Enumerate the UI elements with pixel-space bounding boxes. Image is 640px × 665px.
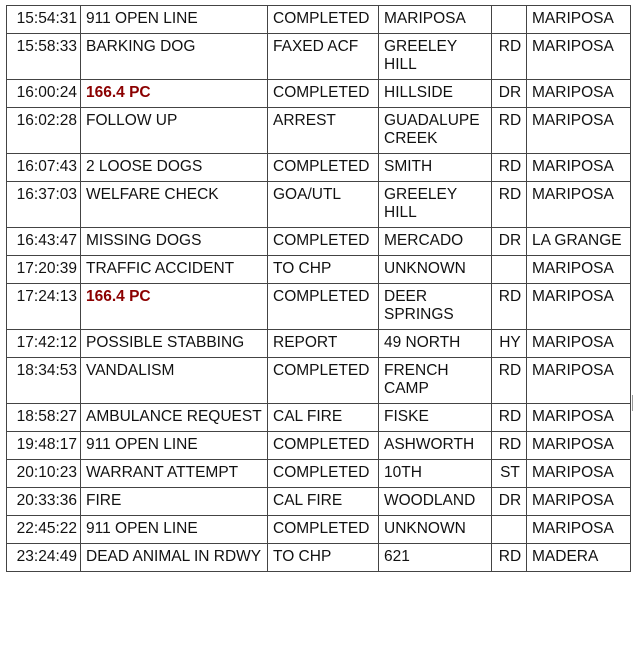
street-cell: HILLSIDE [379, 80, 492, 108]
table-row [7, 544, 631, 572]
street-suffix-cell: DR [492, 488, 527, 516]
table-row [7, 256, 631, 284]
disposition-cell: TO CHP [268, 256, 379, 284]
disposition-cell: GOA/UTL [268, 182, 379, 228]
street-cell: UNKNOWN [379, 256, 492, 284]
time-cell: 17:24:13 [7, 284, 81, 330]
call-type-cell: 911 OPEN LINE [81, 516, 268, 544]
street-suffix-cell [492, 516, 527, 544]
street-suffix-cell: ST [492, 460, 527, 488]
city-cell: MARIPOSA [527, 6, 631, 34]
street-cell: GUADALUPE CREEK [379, 108, 492, 154]
disposition-cell: COMPLETED [268, 284, 379, 330]
call-log-page [6, 5, 630, 572]
call-type-cell: AMBULANCE REQUEST [81, 404, 268, 432]
city-cell: MARIPOSA [527, 330, 631, 358]
street-suffix-cell: RD [492, 182, 527, 228]
time-cell: 16:00:24 [7, 80, 81, 108]
call-type-cell: VANDALISM [81, 358, 268, 404]
city-cell: LA GRANGE [527, 228, 631, 256]
street-cell: FISKE [379, 404, 492, 432]
city-cell: MARIPOSA [527, 108, 631, 154]
street-cell: UNKNOWN [379, 516, 492, 544]
call-log-body [7, 6, 631, 572]
table-row [7, 404, 631, 432]
city-cell: MARIPOSA [527, 516, 631, 544]
table-row [7, 228, 631, 256]
time-cell: 23:24:49 [7, 544, 81, 572]
table-row [7, 358, 631, 404]
disposition-cell: COMPLETED [268, 358, 379, 404]
street-suffix-cell: RD [492, 544, 527, 572]
time-cell: 15:54:31 [7, 6, 81, 34]
street-suffix-cell: DR [492, 80, 527, 108]
call-type-cell: MISSING DOGS [81, 228, 268, 256]
city-cell: MARIPOSA [527, 460, 631, 488]
call-type-cell: FIRE [81, 488, 268, 516]
table-row [7, 460, 631, 488]
street-cell: SMITH [379, 154, 492, 182]
table-row [7, 488, 631, 516]
street-cell: GREELEY HILL [379, 34, 492, 80]
disposition-cell: COMPLETED [268, 154, 379, 182]
disposition-cell: ARREST [268, 108, 379, 154]
city-cell: MARIPOSA [527, 256, 631, 284]
call-log-table [6, 5, 631, 572]
time-cell: 22:45:22 [7, 516, 81, 544]
city-cell: MADERA [527, 544, 631, 572]
call-type-cell: POSSIBLE STABBING [81, 330, 268, 358]
time-cell: 16:02:28 [7, 108, 81, 154]
call-type-cell: 911 OPEN LINE [81, 6, 268, 34]
street-cell: FRENCH CAMP [379, 358, 492, 404]
street-suffix-cell: HY [492, 330, 527, 358]
time-cell: 17:42:12 [7, 330, 81, 358]
disposition-cell: CAL FIRE [268, 488, 379, 516]
disposition-cell: COMPLETED [268, 516, 379, 544]
street-cell: MARIPOSA [379, 6, 492, 34]
street-cell: ASHWORTH [379, 432, 492, 460]
disposition-cell: REPORT [268, 330, 379, 358]
call-type-cell: TRAFFIC ACCIDENT [81, 256, 268, 284]
table-row [7, 6, 631, 34]
table-row [7, 108, 631, 154]
street-suffix-cell: RD [492, 358, 527, 404]
street-suffix-cell [492, 256, 527, 284]
street-cell: 10TH [379, 460, 492, 488]
call-type-cell: 166.4 PC [81, 284, 268, 330]
page-edge-mark [632, 395, 633, 411]
table-row [7, 284, 631, 330]
disposition-cell: TO CHP [268, 544, 379, 572]
time-cell: 15:58:33 [7, 34, 81, 80]
time-cell: 19:48:17 [7, 432, 81, 460]
street-cell: WOODLAND [379, 488, 492, 516]
time-cell: 16:37:03 [7, 182, 81, 228]
street-cell: MERCADO [379, 228, 492, 256]
time-cell: 18:58:27 [7, 404, 81, 432]
time-cell: 20:33:36 [7, 488, 81, 516]
disposition-cell: FAXED ACF [268, 34, 379, 80]
time-cell: 18:34:53 [7, 358, 81, 404]
call-type-cell: 911 OPEN LINE [81, 432, 268, 460]
city-cell: MARIPOSA [527, 358, 631, 404]
street-suffix-cell: RD [492, 108, 527, 154]
disposition-cell: CAL FIRE [268, 404, 379, 432]
street-suffix-cell: RD [492, 432, 527, 460]
disposition-cell: COMPLETED [268, 228, 379, 256]
street-suffix-cell: DR [492, 228, 527, 256]
disposition-cell: COMPLETED [268, 6, 379, 34]
street-cell: GREELEY HILL [379, 182, 492, 228]
street-cell: 49 NORTH [379, 330, 492, 358]
time-cell: 16:07:43 [7, 154, 81, 182]
city-cell: MARIPOSA [527, 404, 631, 432]
table-row [7, 80, 631, 108]
city-cell: MARIPOSA [527, 432, 631, 460]
table-row [7, 154, 631, 182]
call-type-cell: FOLLOW UP [81, 108, 268, 154]
table-row [7, 330, 631, 358]
city-cell: MARIPOSA [527, 80, 631, 108]
street-suffix-cell: RD [492, 284, 527, 330]
call-type-cell: 2 LOOSE DOGS [81, 154, 268, 182]
street-cell: 621 [379, 544, 492, 572]
call-type-cell: DEAD ANIMAL IN RDWY [81, 544, 268, 572]
street-cell: DEER SPRINGS [379, 284, 492, 330]
time-cell: 17:20:39 [7, 256, 81, 284]
street-suffix-cell: RD [492, 404, 527, 432]
disposition-cell: COMPLETED [268, 432, 379, 460]
disposition-cell: COMPLETED [268, 80, 379, 108]
call-type-cell: WELFARE CHECK [81, 182, 268, 228]
city-cell: MARIPOSA [527, 284, 631, 330]
call-type-cell: 166.4 PC [81, 80, 268, 108]
street-suffix-cell [492, 6, 527, 34]
city-cell: MARIPOSA [527, 488, 631, 516]
city-cell: MARIPOSA [527, 34, 631, 80]
call-type-cell: BARKING DOG [81, 34, 268, 80]
call-type-cell: WARRANT ATTEMPT [81, 460, 268, 488]
city-cell: MARIPOSA [527, 154, 631, 182]
table-row [7, 432, 631, 460]
city-cell: MARIPOSA [527, 182, 631, 228]
time-cell: 16:43:47 [7, 228, 81, 256]
time-cell: 20:10:23 [7, 460, 81, 488]
street-suffix-cell: RD [492, 154, 527, 182]
disposition-cell: COMPLETED [268, 460, 379, 488]
table-row [7, 182, 631, 228]
table-row [7, 516, 631, 544]
street-suffix-cell: RD [492, 34, 527, 80]
table-row [7, 34, 631, 80]
